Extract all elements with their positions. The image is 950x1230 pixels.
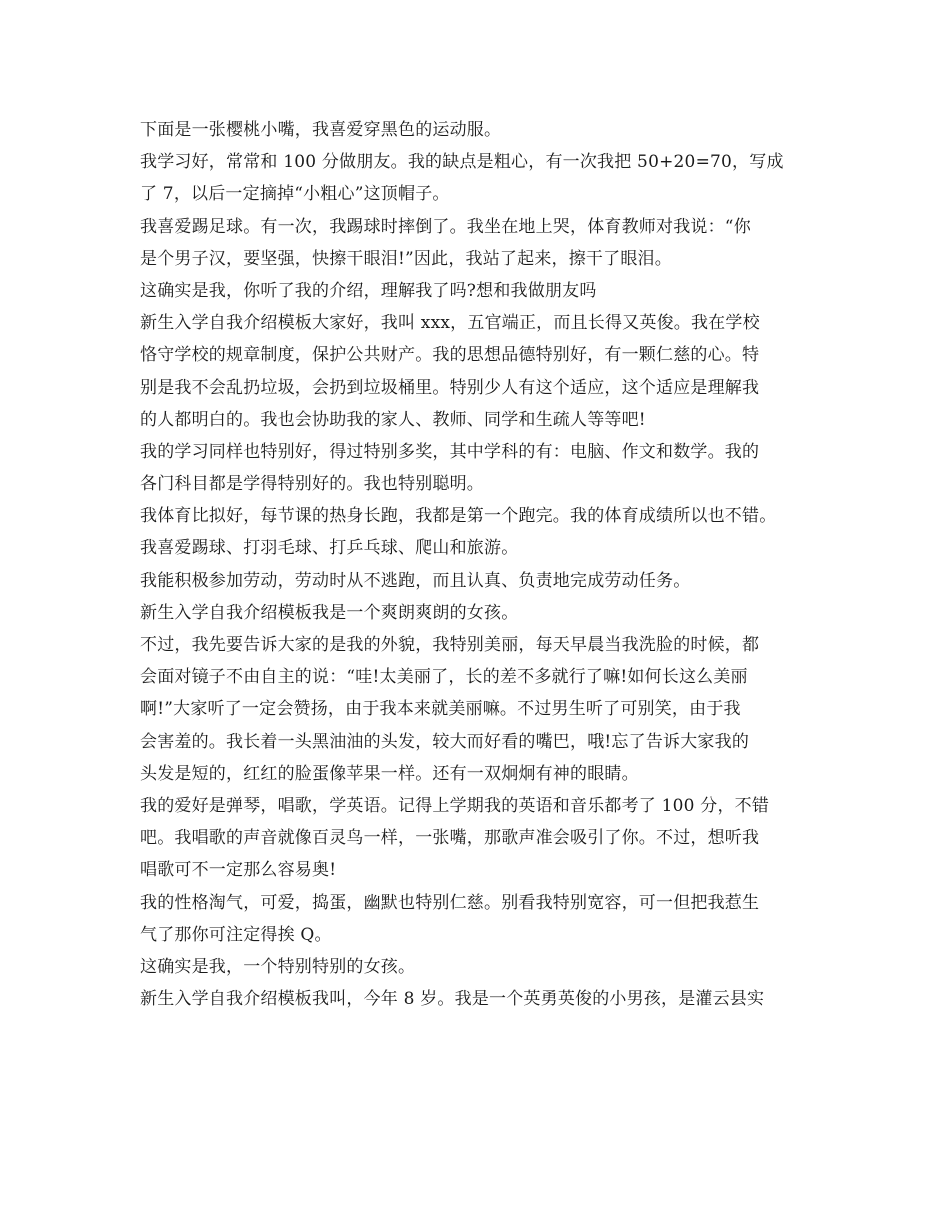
text-line: 我的学习同样也特别好，得过特别多奖，其中学科的有：电脑、作文和数学。我的: [140, 441, 760, 462]
text-line: 新生入学自我介绍模板我是一个爽朗爽朗的女孩。: [140, 602, 519, 623]
text-line: 我的爱好是弹琴，唱歌，学英语。记得上学期我的英语和音乐都考了 100 分，不错: [140, 795, 770, 816]
document-body: [140, 114, 830, 1015]
text-line: 新生入学自我介绍模板大家好，我叫 xxx，五官端正，而且长得又英俊。我在学校: [140, 313, 760, 334]
text-line: 啊!”大家听了一定会赞扬，由于我本来就美丽嘛。不过男生听了可别笑，由于我: [140, 699, 741, 720]
text-line: 我喜爱踢球、打羽毛球、打乒乓球、爬山和旅游。: [140, 538, 519, 559]
text-line: 气了那你可注定得挨 Q。: [140, 924, 332, 945]
text-line: 头发是短的，红红的脸蛋像苹果一样。还有一双炯炯有神的眼睛。: [140, 763, 639, 784]
text-line: 会害羞的。我长着一头黑油油的头发，较大而好看的嘴巴，哦!忘了告诉大家我的: [140, 731, 750, 752]
text-line: 各门科目都是学得特别好的。我也特别聪明。: [140, 474, 484, 495]
text-line: 了 7，以后一定摘掉“小粗心”这顶帽子。: [140, 184, 450, 205]
text-line: 我体育比拟好，每节课的热身长跑，我都是第一个跑完。我的体育成绩所以也不错。: [140, 506, 777, 527]
text-line: 是个男子汉，要坚强，快擦干眼泪!”因此，我站了起来，擦干了眼泪。: [140, 248, 672, 269]
text-line: 新生入学自我介绍模板我叫，今年 8 岁。我是一个英勇英俊的小男孩，是灌云县实: [140, 989, 765, 1010]
text-line: 的人都明白的。我也会协助我的家人、教师、同学和生疏人等等吧!: [140, 409, 646, 430]
text-line: 我的性格淘气，可爱，捣蛋，幽默也特别仁慈。别看我特别宽容，可一但把我惹生: [140, 892, 760, 913]
text-line: 唱歌可不一定那么容易奥!: [140, 860, 337, 881]
text-line: 别是我不会乱扔垃圾，会扔到垃圾桶里。特别少人有这个适应，这个适应是理解我: [140, 377, 760, 398]
text-line: 这确实是我，一个特别特别的女孩。: [140, 956, 416, 977]
text-line: 我喜爱踢足球。有一次，我踢球时摔倒了。我坐在地上哭，体育教师对我说：“你: [140, 216, 751, 237]
text-line: 会面对镜子不由自主的说：“哇!太美丽了，长的差不多就行了嘛!如何长这么美丽: [140, 667, 748, 688]
text-line: 吧。我唱歌的声音就像百灵鸟一样，一张嘴，那歌声准会吸引了你。不过，想听我: [140, 828, 760, 849]
text-line: 这确实是我，你听了我的介绍，理解我了吗?想和我做朋友吗: [140, 280, 597, 301]
text-line: 不过，我先要告诉大家的是我的外貌，我特别美丽，每天早晨当我洗脸的时候，都: [140, 635, 760, 655]
text-line: 恪守学校的规章制度，保护公共财产。我的思想品德特别好，有一颗仁慈的心。特: [140, 345, 760, 366]
text-line: 我学习好，常常和 100 分做朋友。我的缺点是粗心，有一次我把 50+20=70，写成: [140, 152, 784, 173]
text-line: 下面是一张樱桃小嘴，我喜爱穿黑色的运动服。: [140, 120, 502, 140]
text-line: 我能积极参加劳动，劳动时从不逃跑，而且认真、负责地完成劳动任务。: [140, 570, 691, 591]
